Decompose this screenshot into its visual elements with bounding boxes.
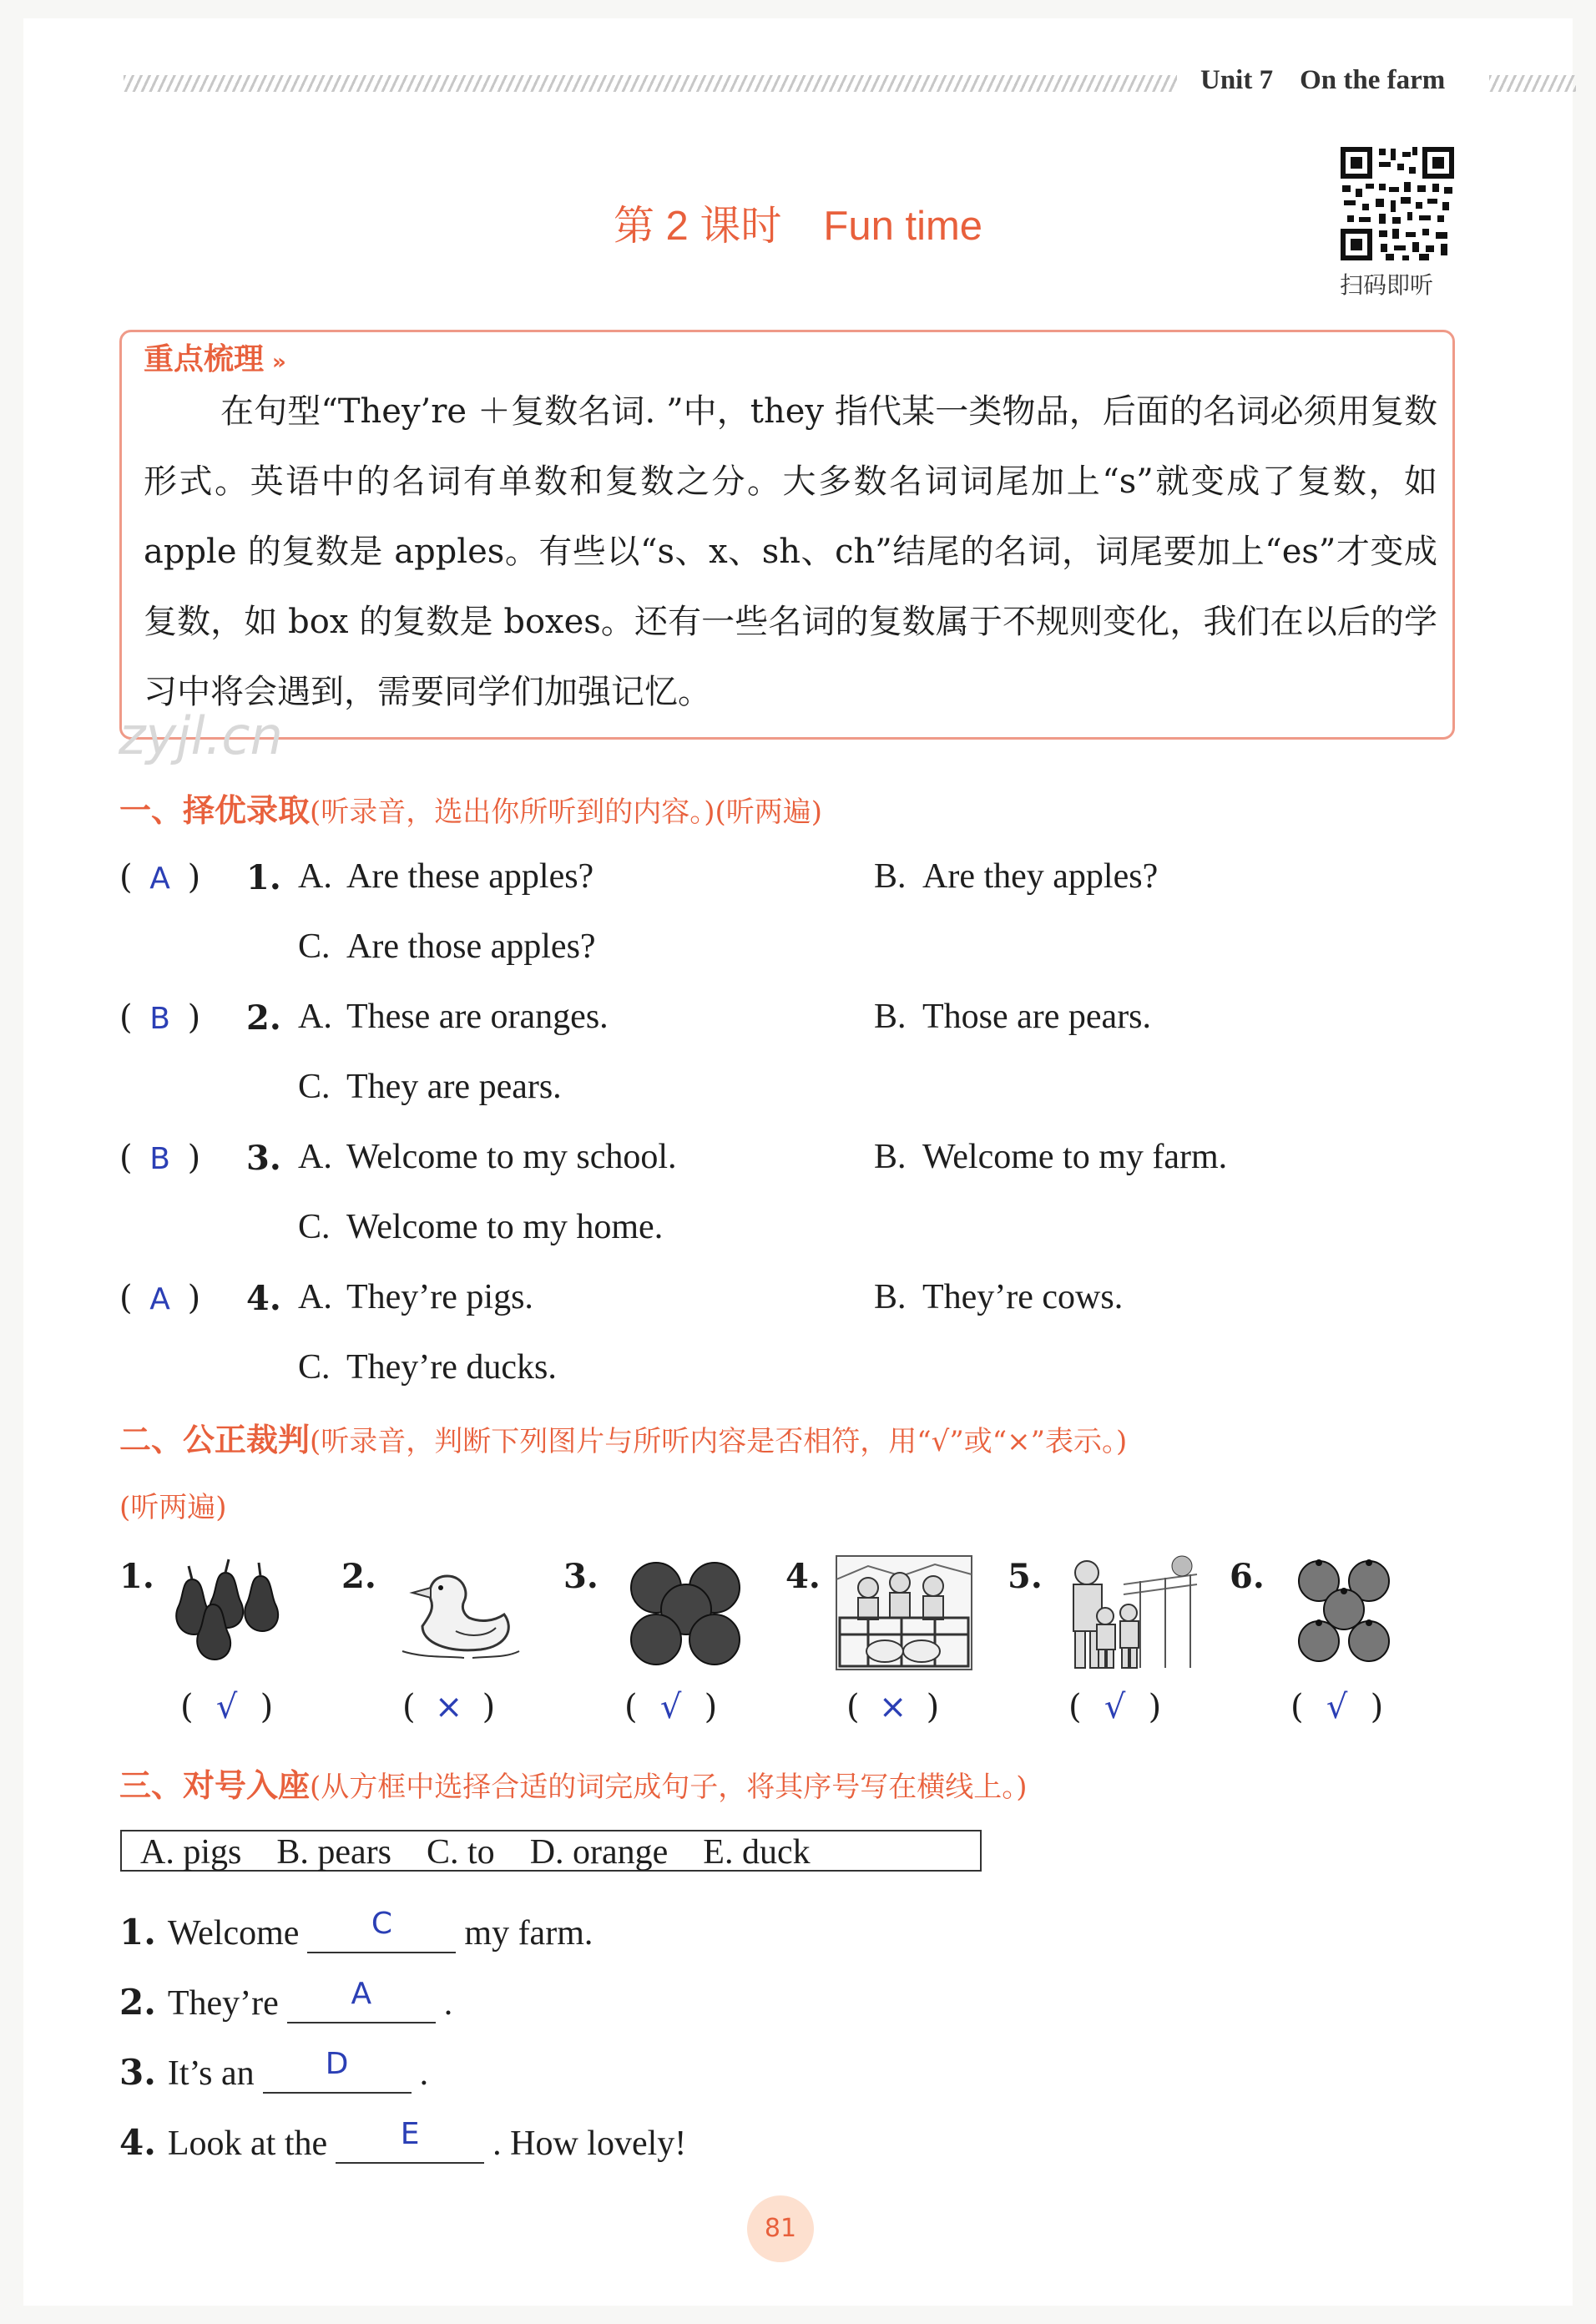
q4-answer-paren: ( A ) [119,1279,201,1317]
q3-answer-paren: ( B ) [119,1139,201,1177]
pic4-number: 4. [785,1557,821,1596]
q1-option-b[interactable] [874,856,1158,897]
q3-option-a-text: Welcome to my school. [346,1138,677,1176]
key-points-marker: » [272,350,286,375]
label-a: A. [298,1138,332,1176]
q1-option-c[interactable] [298,927,596,967]
q4-option-a-text: They’re pigs. [346,1278,533,1316]
word-option-b: B. pears [276,1833,391,1872]
key-points-title-text: 重点梳理 [144,342,265,376]
q3-answer[interactable]: B [149,1142,170,1176]
sentence-2-number: 2. [119,1982,156,2023]
section1-title: 一、择优录取 [119,792,311,829]
label-c: C. [298,927,331,966]
lesson-en: Fun time [823,204,983,249]
q2-option-c-text: They are pears. [346,1068,562,1106]
sentence-3-before: It’s an [167,2054,255,2093]
qr-code-icon[interactable] [1339,145,1456,262]
section2-title: 二、公正裁判 [119,1422,311,1458]
q4-number: 4. [246,1279,281,1318]
pic3-mark: ( √ ) [624,1688,718,1726]
q3-option-c-text: Welcome to my home. [346,1208,664,1246]
sentence-3 [119,2047,429,2094]
pic5-number: 5. [1008,1557,1043,1596]
sentence-1-after: my farm. [464,1914,593,1953]
q2-answer[interactable]: B [149,1002,170,1036]
section1-note: (听录音，选出你所听到的内容。)(听两遍) [310,796,823,829]
q4-option-a[interactable] [298,1277,533,1317]
key-points-text [144,376,1437,727]
section2-note2-line [119,1484,227,1525]
label-b: B. [874,857,907,896]
word-box [120,1830,982,1872]
q4-option-b[interactable] [874,1277,1123,1317]
q1-option-b-text: Are they apples? [922,857,1159,896]
sentence-3-answer: D [325,2047,349,2081]
sentence-4-number: 4. [119,2122,156,2163]
sentence-1-before: Welcome [167,1914,300,1953]
sentence-2-before: They’re [167,1984,279,2023]
word-option-e: E. duck [703,1833,811,1872]
sentence-3-number: 3. [119,2052,156,2093]
q2-option-b-text: Those are pears. [922,998,1152,1036]
pic5-mark: ( √ ) [1068,1688,1162,1726]
section3-title: 三、对号入座 [119,1767,311,1804]
farm-visit-icon [1057,1551,1199,1671]
tomatoes-icon [1292,1554,1396,1671]
sentence-3-after: . [419,2054,429,2093]
header-unit [1200,65,1472,96]
label-a: A. [298,857,332,896]
label-c: C. [298,1348,331,1387]
section3-heading [119,1760,1028,1806]
pic6-mark: ( √ ) [1290,1688,1384,1726]
pic1-number: 1. [119,1557,154,1596]
q3-option-a[interactable] [298,1137,677,1177]
sentence-4-after: . How lovely! [492,2124,687,2163]
label-c: C. [298,1208,331,1246]
sentence-2-answer: A [351,1977,372,2011]
label-b: B. [874,1138,907,1176]
pic2-mark-value[interactable]: × [434,1688,463,1726]
label-c: C. [298,1068,331,1106]
q1-answer[interactable]: A [149,861,170,896]
pic1-mark: ( √ ) [180,1688,274,1726]
sentence-4-answer: E [400,2117,420,2151]
sentence-1 [119,1907,593,1953]
word-option-d: D. orange [529,1833,669,1872]
lesson-cn: 第 2 课时 [613,204,782,249]
q4-option-b-text: They’re cows. [922,1278,1124,1316]
watermark: zyjl.cn [119,705,283,766]
label-a: A. [298,1278,332,1316]
pic3-number: 3. [563,1557,598,1596]
sentence-1-number: 1. [119,1912,156,1953]
q3-option-b-text: Welcome to my farm. [922,1138,1228,1176]
q1-answer-paren: ( A ) [119,858,201,897]
sentence-4-blank[interactable] [336,2117,484,2164]
q2-number: 2. [246,998,281,1038]
sentence-3-blank[interactable] [263,2047,412,2094]
q2-answer-paren: ( B ) [119,998,201,1037]
sentence-4-before: Look at the [167,2124,328,2163]
q2-option-a-text: These are oranges. [346,998,609,1036]
section2-note: (听录音，判断下列图片与所听内容是否相符，用“√”或“×”表示。) [310,1425,1128,1458]
unit-topic: On the farm [1300,65,1446,95]
label-b: B. [874,1278,907,1316]
pig-farm-icon [835,1554,973,1671]
page-number: 81 [747,2195,814,2262]
sentence-2-blank[interactable] [287,1977,436,2023]
q3-option-b[interactable] [874,1137,1227,1177]
q3-option-c[interactable] [298,1207,663,1247]
header-stripe-right [1489,75,1576,92]
q1-option-a-text: Are these apples? [346,857,594,896]
q4-answer[interactable]: A [149,1282,170,1316]
section1-heading [119,785,822,831]
q2-option-b[interactable] [874,997,1151,1037]
q2-option-a[interactable] [298,997,609,1037]
pic2-number: 2. [341,1557,376,1596]
q4-option-c-text: They’re ducks. [346,1348,557,1387]
q1-option-a[interactable] [298,856,593,897]
label-a: A. [298,998,332,1036]
key-points-title [144,336,286,378]
pic2-mark: ( × ) [402,1688,496,1726]
pic1-mark-value[interactable]: √ [215,1688,238,1726]
q3-number: 3. [246,1139,281,1178]
label-b: B. [874,998,907,1036]
header-stripe-left [124,75,1177,92]
key-points-paragraph: 在句型“They’re ＋复数名词. ”中，they 指代某一类物品，后面的名词必须用复数形式。英语中的名词有单数和复数之分。大多数名词词尾加上“s”就变成了复数，如 apple 的复数是 apples。有些以“s、x、sh、ch”结尾的名词，词尾要加上“es”才变成复数，如 box 的复数是 boxes。还有一些名词的复数属于不规则变化，我们在以后的学习中将会遇到，需要同学们加强记忆。 [144,392,1437,711]
pic4-mark: ( × ) [846,1688,940,1726]
unit-label: Unit 7 [1200,65,1274,95]
sentence-1-blank[interactable] [307,1907,456,1953]
section2-heading [119,1414,1127,1460]
sentence-4 [119,2117,687,2164]
pic5-mark-value[interactable]: √ [1104,1688,1126,1726]
pears-icon [167,1554,309,1671]
q2-option-c[interactable] [298,1067,562,1107]
pic3-mark-value[interactable]: √ [659,1688,682,1726]
section2-note2: (听两遍) [119,1491,227,1524]
pic6-number: 6. [1230,1557,1265,1596]
q4-option-c[interactable] [298,1347,557,1387]
q1-number: 1. [246,858,281,897]
oranges-icon [624,1556,746,1670]
sentence-1-answer: C [371,1907,392,1941]
duck-icon [397,1559,523,1668]
pic4-mark-value[interactable]: × [878,1688,907,1726]
sentence-2 [119,1977,453,2023]
qr-label: 扫码即听 [1340,271,1434,299]
sentence-2-after: . [443,1984,453,2023]
section3-note: (从方框中选择合适的词完成句子，将其序号写在横线上。) [310,1771,1028,1804]
q1-option-c-text: Are those apples? [346,927,596,966]
word-option-a: A. pigs [140,1833,242,1872]
word-option-c: C. to [427,1833,495,1872]
pic6-mark-value[interactable]: √ [1326,1688,1348,1726]
